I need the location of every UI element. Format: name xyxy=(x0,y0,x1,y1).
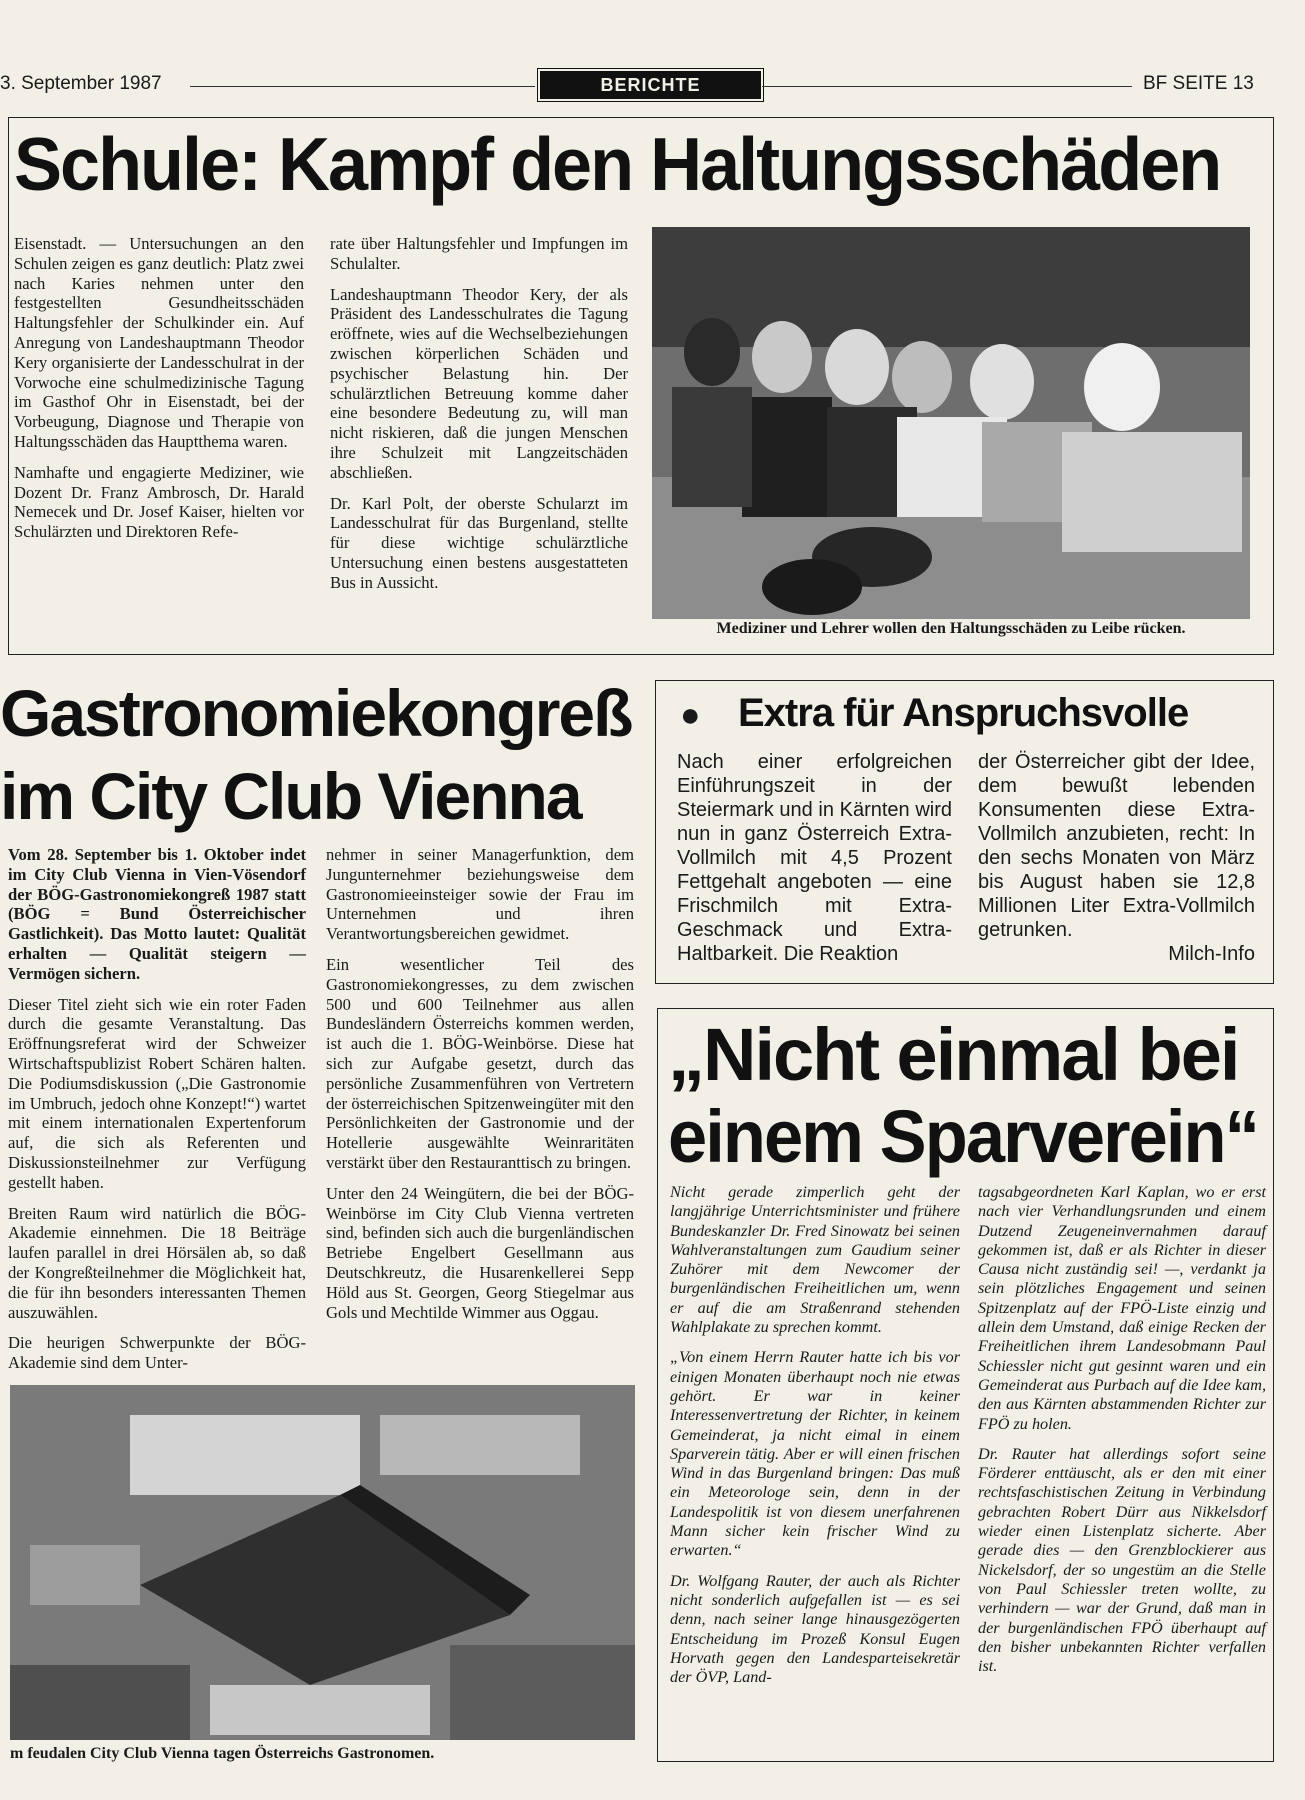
bullet-icon: ● xyxy=(680,696,701,734)
article2-column1 xyxy=(8,845,306,1384)
article1-column1 xyxy=(14,234,304,553)
headline-milch: Extra für Anspruchsvolle xyxy=(738,691,1189,735)
article2-column2 xyxy=(326,845,634,1333)
paragraph: Nicht gerade zimperlich geht der langjährige Unterrichtsminister und frühere Bundeskanzler Dr. Fred Sinowatz bei seinen Wahlveranstaltungen zum Gaudium seiner Zuhörer mit dem Newcomer der burgenländischen Freiheitlichen um, wenn er auf die am Straßenrand stehenden Wahlplakate zu sprechen kommt. xyxy=(670,1183,960,1337)
photo-conference-audience xyxy=(652,227,1250,619)
article4-column2 xyxy=(978,1183,1266,1687)
paragraph: Dr. Rauter hat allerdings sofort seine Förderer enttäuscht, als er den mit einer rechtsfaschistischen Zeitung in Verbindung gebrachten Robert Dürr aus Nikkelsdorf wieder einen Listenplatz sicherte. Aber gerade dies — den Grenzblockierer aus Nickelsdorf, der so ungestüm an die Stelle von Paul Schiessler treten wollte, zu verhindern — war der Grund, daß man in der burgenländischen FPÖ überhaupt auf den bisher unbekannten Richter verfallen ist. xyxy=(978,1444,1266,1676)
section-badge: BERICHTE xyxy=(540,71,761,99)
photo-caption-gastro: m feudalen City Club Vienna tagen Österreichs Gastronomen. xyxy=(10,1745,435,1762)
paragraph: rate über Haltungsfehler und Impfungen im Schulalter. xyxy=(330,234,628,273)
article1-column2 xyxy=(330,234,628,604)
conference-photo-illustration xyxy=(652,227,1250,619)
paragraph: Dr. Wolfgang Rauter, der auch als Richter nicht sonderlich aufgefallen ist — es sei denn, nach seiner lange hinausgezögerten Entscheidung im Prozeß Konsul Eugen Horvath gegen den Landesparteisekretär der ÖVP, Land- xyxy=(670,1571,960,1687)
header-rule-right xyxy=(762,86,1132,87)
paragraph: Namhafte und engagierte Mediziner, wie Dozent Dr. Franz Ambrosch, Dr. Harald Nemecek und Dr. Josef Kaiser, hielten vor Schulärzten und Direktoren Refe- xyxy=(14,462,304,542)
paragraph: Die heurigen Schwerpunkte der BÖG-Akademie sind dem Unter- xyxy=(8,1333,306,1373)
paragraph: Breiten Raum wird natürlich die BÖG-Akademie einnehmen. Die 18 Beiträge laufen parallel in drei Hörsälen ab, so daß der Kongreßteilnehmer die Möglichkeit hat, die für ihn besonders interessanten Themen auszuwählen. xyxy=(8,1203,306,1322)
lead-paragraph: Vom 28. September bis 1. Oktober indet im City Club Vienna in Vien-Vösendorf der BÖG-Gastronomiekongreß 1987 statt (BÖG = Bund Österreichischer Gastlichkeit). Das Motto lautet: Qualität erhalten — Qualität steigern — Vermögen sichern. xyxy=(8,845,306,983)
paragraph: Eisenstadt. — Untersuchungen an den Schulen zeigen es ganz deutlich: Platz zwei nach Karies nehmen unter den festgestellten Gesundheitsschäden Haltungsfehler der Schulkinder ein. Auf Anregung von Landeshauptmann Theodor Kery organisierte der Landesschulrat in der Vorwoche eine schulmedizinische Tagung im Gasthof Ohr in Eisenstadt, bei der Vorbeugung, Diagnose und Therapie von Haltungsschäden das Hauptthema waren. xyxy=(14,234,304,451)
article4-column1 xyxy=(670,1183,960,1698)
aerial-photo-illustration xyxy=(10,1385,635,1740)
milch-signature: Milch-Info xyxy=(1168,943,1255,965)
paragraph: tagsabgeordneten Karl Kaplan, wo er erst nach vier Verhandlungsrunden und einem Dutzend Zeugeneinvernahmen darauf gekommen ist, daß er als Richter in dieser Causa nicht zuständig sei! —, verdankt ja sein plötzliches Engagement und seinen Spitzenplatz auf der FPÖ-Liste einzig und allein dem Umstand, daß einige Recken der Freiheitlichen ihrem Landesobmann Paul Schiessler nicht gut gesinnt waren und ein Gemeinderat aus Purbach auf die Idee kam, den aus Kärnten abstammenden Richter zur FPÖ zu holen. xyxy=(978,1183,1266,1433)
headline-schule: Schule: Kampf den Haltungsschäden xyxy=(14,122,1221,207)
paragraph: „Von einem Herrn Rauter hatte ich bis vor einigen Monaten überhaupt noch nie etwas gehört. Er war in keiner Interessenvertretung der Richter, in keinem Gemeinderat, ja nicht eimal in einem Sparverein tätig. Aber er will einen frischen Wind in das Burgenland bringen: Das muß ein Meteorologe sein, denn in der Landespolitik ist von diesem unerfahrenen Mann sicher kein frischer Wind zu erwarten.“ xyxy=(670,1348,960,1560)
paragraph: Landeshauptmann Theodor Kery, der als Präsident des Landesschulrates die Tagung eröffnete, wies auf die Wechselbeziehungen zwischen körperlichen Schäden und psychischer Belastung hin. Der schulärztlichen Betreuung komme daher eine besondere Bedeutung zu, will man nicht riskieren, daß die jungen Menschen ihre Schulzeit mit Langzeitschäden abschließen. xyxy=(330,284,628,482)
headline-gastro-line1: Gastronomiekongreß xyxy=(0,676,632,750)
paragraph: Unter den 24 Weingütern, die bei der BÖG-Weinbörse im City Club Vienna vertreten sind, befinden sich auch die burgenländischen Betriebe Engelbert Gesellmann aus Deutschkreutz, die Husarenkellerei Sepp Höld aus St. Georgen, Georg Stiegelmar aus Gols und Mechtilde Wimmer aus Oggau. xyxy=(326,1183,634,1322)
headline-sparverein-line2: einem Sparverein“ xyxy=(668,1095,1258,1178)
page-number: BF SEITE 13 xyxy=(1143,73,1254,94)
photo-caption-schule: Mediziner und Lehrer wollen den Haltungsschäden zu Leibe rücken. xyxy=(716,620,1186,637)
milch-column2: der Österreicher gibt der Idee, dem bewußt lebenden Konsumenten diese Extra-Vollmilch anzubieten, recht: In den sechs Monaten von März bis August haben sie 12,8 Millionen Liter Extra-Vollmilch getrunken. xyxy=(978,751,1255,941)
headline-gastro-line2: im City Club Vienna xyxy=(0,759,581,833)
milch-column1: Nach einer erfolgreichen Einführungszeit in der Steiermark und in Kärnten wird nun in ganz Österreich Extra-Vollmilch mit 4,5 Prozent Fettgehalt angeboten — eine Frischmilch mit Extra-Geschmack und Extra-Haltbarkeit. Die Reaktion xyxy=(677,751,952,965)
paragraph: nehmer in seiner Managerfunktion, dem Jungunternehmer beziehungsweise dem Gastronomieeinsteiger sowie der Frau im Unternehmen und ihren Verantwortungsbereichen gewidmet. xyxy=(326,845,634,944)
paragraph: Dr. Karl Polt, der oberste Schularzt im Landesschulrat für das Burgenland, stellte für diese wichtige schulärztliche Untersuchung einen bestens ausgestatteten Bus in Aussicht. xyxy=(330,493,628,592)
paragraph: Ein wesentlicher Teil des Gastronomiekongresses, zu dem zwischen 500 und 600 Teilnehmer aus allen Bundesländern Österreichs kommen werden, ist auch die 1. BÖG-Weinbörse. Diese hat sich zur Aufgabe gesetzt, durch das persönliche Zusammenführen von Vertretern der österreichischen Spitzenweingüter mit den Persönlichkeiten der Gastronomie und der Hotellerie ausgewählte Weinraritäten verstärkt über den Restauranttisch zu bringen. xyxy=(326,954,634,1172)
headline-sparverein-line1: „Nicht einmal bei xyxy=(668,1013,1239,1096)
paragraph: Dieser Titel zieht sich wie ein roter Faden durch die gesamte Veranstaltung. Das Eröffnungsreferat wird der Schweizer Wirtschaftspublizist Robert Schären halten. Die Podiumsdiskussion („Die Gastronomie im Umbruch, jedoch ohne Konzept!“) wartet mit einem internationalen Expertenforum auf, die sich als Referenten und Diskussionsteilnehmer zur Verfügung gestellt haben. xyxy=(8,994,306,1192)
issue-date: 3. September 1987 xyxy=(0,73,162,94)
photo-city-club-vienna xyxy=(10,1385,635,1740)
header-rule-left xyxy=(190,86,535,87)
